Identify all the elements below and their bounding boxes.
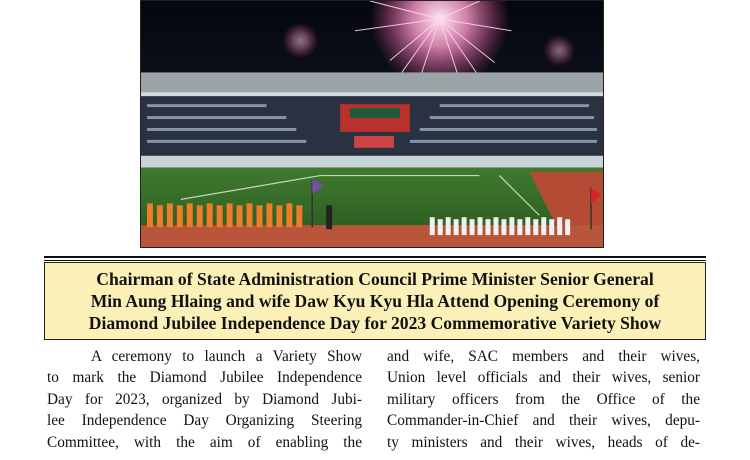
body-line: Union level officials and their wives, senior: [387, 369, 700, 387]
body-line: and wife, SAC members and their wives,: [387, 348, 700, 365]
body-line: A ceremony to launch a Variety Show: [91, 348, 362, 365]
body-line: Committee, with the aim of enabling the: [47, 433, 362, 451]
headline-line-2: Min Aung Hlaing and wife Daw Kyu Kyu Hla Attend Opening Ceremony of: [90, 291, 660, 311]
headline-line-3: Diamond Jubilee Independence Day for 2023 Commemorative Variety Show: [88, 313, 662, 333]
body-line: Day for 2023, organized by Diamond Jubi-: [47, 390, 362, 408]
stadium-fireworks-image: [141, 1, 603, 247]
body-line: Commander-in-Chief and their wives, depu-: [387, 412, 700, 430]
article-right-column: [387, 346, 700, 453]
body-line: to mark the Diamond Jubilee Independence: [47, 369, 362, 387]
headline-box: [44, 262, 706, 340]
article-left-column: [47, 346, 362, 453]
headline-rule-thin: [44, 260, 706, 261]
body-line: military officers from the Office of the: [387, 390, 700, 408]
headline-rule-thick: [44, 256, 706, 258]
headline-line-1: Chairman of State Administration Council Prime Minister Senior General: [96, 269, 654, 289]
body-line: ty ministers and their wives, heads of de-: [387, 433, 700, 451]
body-line: lee Independence Day Organizing Steering: [47, 412, 362, 430]
stadium-fireworks-photo: [140, 0, 604, 248]
